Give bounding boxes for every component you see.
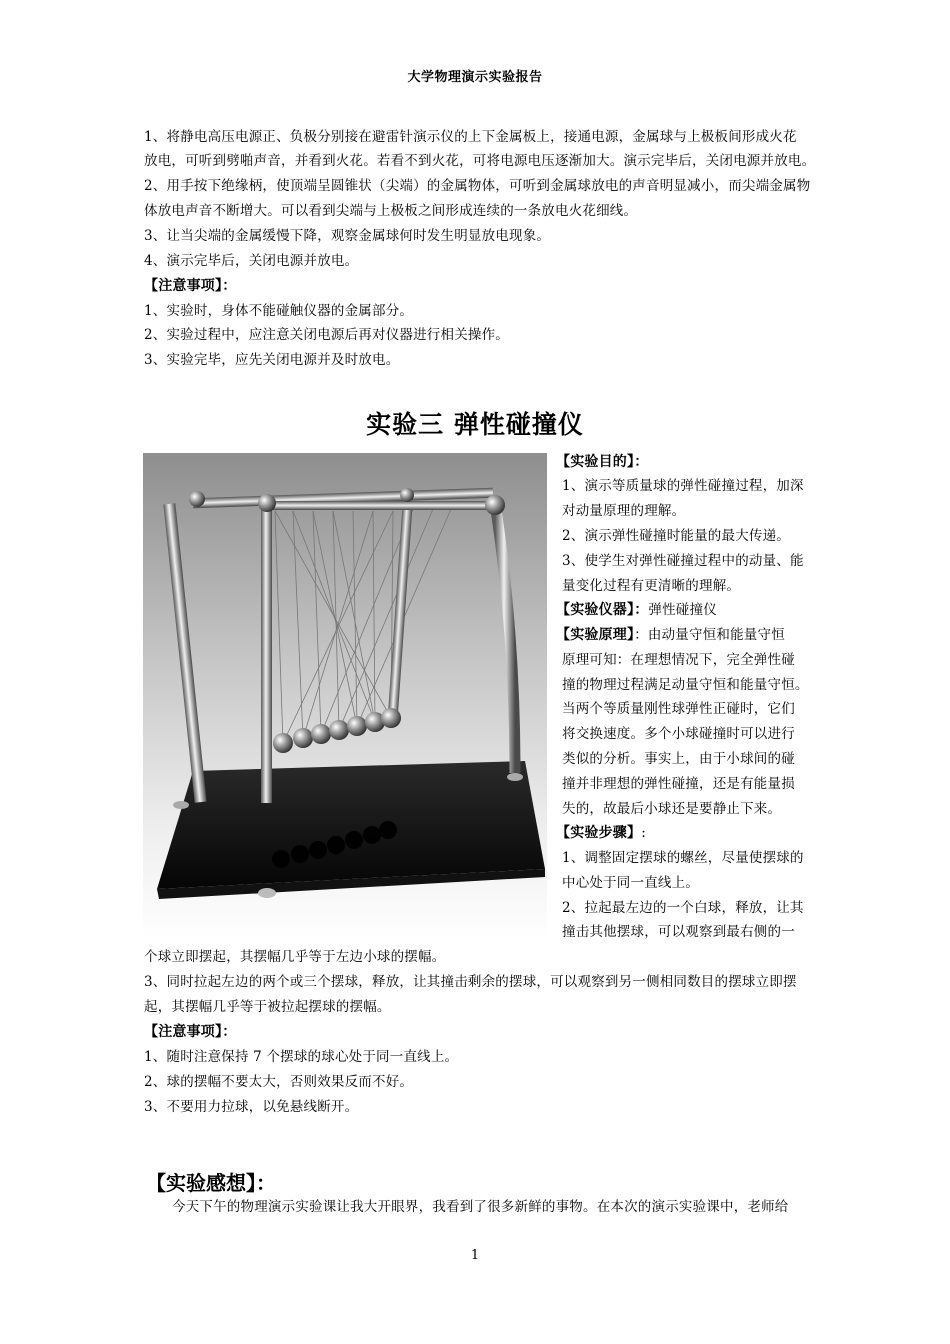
exp3-steps-heading: 【实验步骤】 xyxy=(556,825,642,841)
exp2-note-line: 2、实验过程中，应注意关闭电源后再对仪器进行相关操作。 xyxy=(144,327,509,343)
exp3-instrument-heading: 【实验仪器】： xyxy=(556,602,649,618)
page-header: 大学物理演示实验报告 xyxy=(407,70,543,85)
exp2-step-line: 1、将静电高压电源正、负极分别接在避雷针演示仪的上下金属板上，接通电源，金属球与上极板间形成火花 xyxy=(144,129,797,145)
exp3-step-line: 起，其摆幅几乎等于被拉起摆球的摆幅。 xyxy=(144,999,391,1015)
exp3-purpose-line: 量变化过程有更清晰的理解。 xyxy=(562,578,741,594)
exp2-note-line: 1、实验时，身体不能碰触仪器的金属部分。 xyxy=(144,303,414,319)
exp2-step-line: 3、让当尖端的金属缓慢下降，观察金属球何时发生明显放电现象。 xyxy=(144,228,551,244)
exp3-steps-heading-row xyxy=(556,824,646,842)
exp3-purpose-heading: 【实验目的】： xyxy=(556,454,649,470)
reflection-heading: 【实验感想】： xyxy=(146,1171,276,1195)
exp3-principle-line: 失的，故最后小球还是要静止下来。 xyxy=(562,801,782,817)
exp3-principle-first: ：由动量守恒和能量守恒 xyxy=(634,627,785,643)
exp3-principle-line: 类似的分析。事实上，由于小球间的碰 xyxy=(562,751,795,767)
exp3-step-line: 撞击其他摆球，可以观察到最右侧的一 xyxy=(562,924,795,940)
exp3-principle-line: 撞并非理想的弹性碰撞，还是有能量损 xyxy=(562,776,795,792)
reflection-text-line: 今天下午的物理演示实验课让我大开眼界，我看到了很多新鲜的事物。在本次的演示实验课中，老师给 xyxy=(172,1199,789,1215)
newtons-cradle-photo xyxy=(143,453,547,939)
exp3-steps-colon: : xyxy=(641,825,646,841)
exp3-principle-line: 当两个等质量刚性球弹性正碰时，它们 xyxy=(562,701,795,717)
exp3-purpose-line: 2、演示弹性碰撞时能量的最大传递。 xyxy=(562,528,790,544)
exp2-step-line: 放电，可听到劈啪声音，并看到火花。若看不到火花，可将电源电压逐渐加大。演示完毕后，关闭电源并放电。 xyxy=(144,153,816,169)
exp3-note-line: 3、不要用力拉球，以免悬线断开。 xyxy=(144,1099,359,1115)
exp3-notes-heading: 【注意事项】： xyxy=(144,1024,237,1040)
exp3-principle-line: 撞的物理过程满足动量守恒和能量守恒。 xyxy=(562,677,809,693)
exp3-principle-line: 将交换速度。多个小球碰撞时可以进行 xyxy=(562,726,795,742)
exp3-step-line: 1、调整固定摆球的螺丝，尽量使摆球的 xyxy=(562,850,804,866)
exp3-purpose-line: 对动量原理的理解。 xyxy=(562,503,686,519)
exp3-step-line: 3、同时拉起左边的两个或三个摆球，释放，让其撞击剩余的摆球，可以观察到另一侧相同数目的摆球立即摆 xyxy=(144,974,797,990)
exp3-step-line: 2、拉起最左边的一个白球，释放，让其 xyxy=(562,900,804,916)
exp3-purpose-line: 1、演示等质量球的弹性碰撞过程，加深 xyxy=(562,478,804,494)
exp3-principle-line: 原理可知：在理想情况下，完全弹性碰 xyxy=(562,652,795,668)
exp3-step-line: 中心处于同一直线上。 xyxy=(562,875,699,891)
exp2-step-line: 4、演示完毕后，关闭电源并放电。 xyxy=(144,253,359,269)
exp3-instrument-value: 弹性碰撞仪 xyxy=(648,602,717,618)
exp3-principle xyxy=(556,626,785,644)
exp2-notes-heading: 【注意事项】： xyxy=(144,278,237,294)
exp2-step-line: 2、用手按下绝缘柄，使顶端呈圆锥状（尖端）的金属物体，可听到金属球放电的声音明显减小，而尖端金属物 xyxy=(144,178,811,194)
exp3-step-line: 个球立即摆起，其摆幅几乎等于左边小球的摆幅。 xyxy=(144,949,446,965)
exp3-instrument xyxy=(556,601,717,619)
exp3-note-line: 2、球的摆幅不要太大，否则效果反而不好。 xyxy=(144,1074,414,1090)
exp3-title: 实验三 弹性碰撞仪 xyxy=(366,410,584,439)
exp2-note-line: 3、实验完毕，应先关闭电源并及时放电。 xyxy=(144,352,400,368)
exp3-purpose-line: 3、使学生对弹性碰撞过程中的动量、能 xyxy=(562,553,804,569)
exp3-note-line: 1、随时注意保持 7 个摆球的球心处于同一直线上。 xyxy=(144,1049,459,1065)
page-number: 1 xyxy=(470,1248,480,1263)
exp2-step-line: 体放电声音不断增大。可以看到尖端与上极板之间形成连续的一条放电火花细线。 xyxy=(144,203,638,219)
exp3-principle-heading: 【实验原理】 xyxy=(556,627,635,643)
